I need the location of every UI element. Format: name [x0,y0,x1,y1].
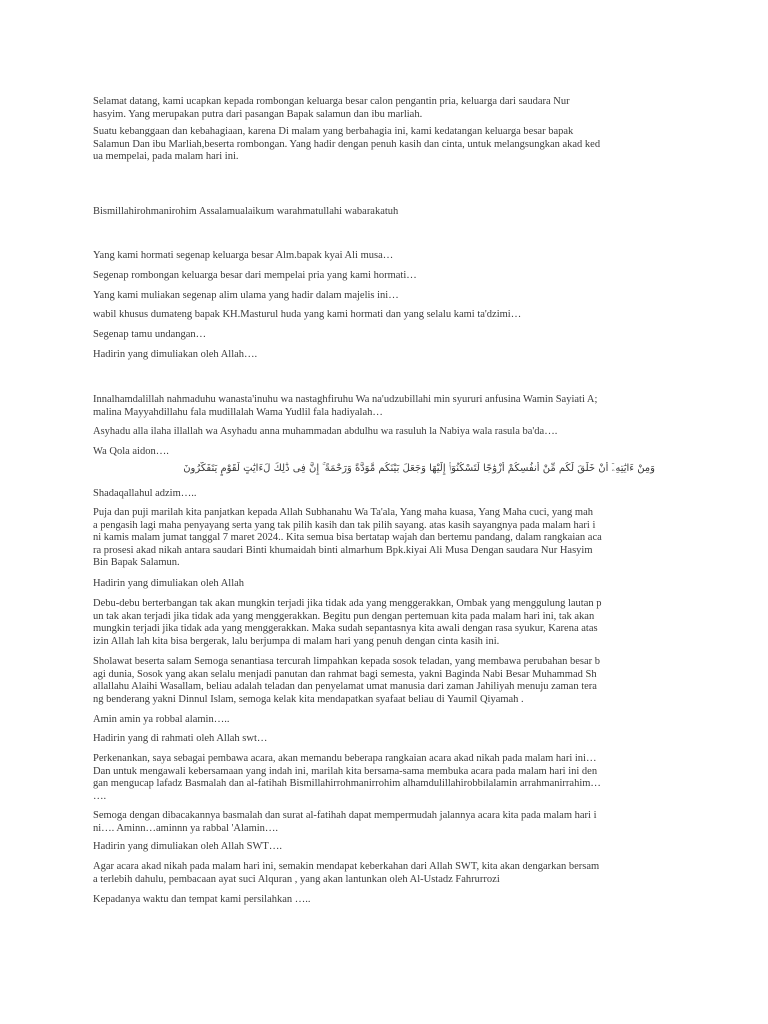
text-line: malina Mayyahdillahu fala mudillalah Wama Yudlil fala hadiyalah… [93,406,383,418]
text-line: Hadirin yang dimuliakan oleh Allah [93,578,245,589]
text-line: a terlebih dahulu, pembacaan ayat suci Alquran , yang akan lantunkan oleh Al-Ustadz Fahrurrozi [93,873,500,885]
text-line: Yang kami muliakan segenap alim ulama yang hadir dalam majelis ini… [93,290,399,301]
text-line: ua mempelai, pada malam hari ini. [93,151,239,163]
text-line: Bismillahirohmanirohim Assalamualaikum warahmatullahi wabarakatuh [93,206,399,217]
text-line: Sholawat beserta salam Semoga senantiasa tercurah limpahkan kepada sosok teladan, yang membawa perubahan besar b [93,656,601,667]
paragraph [93,894,311,907]
text-line: un tak akan terjadi jika tidak ada yang menggerakkan. Begitu pun dengan pertemuan kita pada malam hari ini, tak akan [93,610,595,622]
paragraph [93,270,417,283]
text-line: Debu-debu berterbangan tak akan mungkin terjadi jika tidak ada yang menggerakkan, Ombak yang menggulung lautan p [93,598,602,609]
text-line: Perkenankan, saya sebagai pembawa acara, akan memandu beberapa rangkaian acara akad nikah pada malam hari ini… [93,753,597,764]
paragraph [93,206,398,219]
text-line: Amin amin ya robbal alamin….. [93,714,230,725]
text-line: izin Allah lah kita bisa bergerak, lalu berjumpa di malam hari yang penuh dengan cinta kasih ini. [93,635,500,647]
paragraph [93,507,602,570]
arabic-verse: وَمِنْ ءَايَٰتِهِۦٓ أَنْ خَلَقَ لَكُم مِّنْ أَنفُسِكُمْ أَزْوَٰجًا لِّتَسْكُنُوٓا۟ إِلَيْهَا وَجَعَلَ بَيْنَكُم مَّوَدَّةً وَرَحْمَةً ۚ إِنَّ فِى ذَٰلِكَ لَءَايَٰتٍ لِّقَوْمٍ يَتَفَكَّرُونَ [183,463,655,474]
text-line: Puja dan puji marilah kita panjatkan kepada Allah Subhanahu Wa Ta'ala, Yang maha kuasa, Yang Maha cuci, yang mah [93,507,594,518]
paragraph [93,394,597,419]
text-line: a pengasih lagi maha penyayang serta yang tak pilih kasih dan tak pilih sayang. atas kasih sayangnya pada malam hari i [93,519,596,531]
paragraph [93,598,602,648]
text-line: Selamat datang, kami ucapkan kepada rombongan keluarga besar calon pengantin pria, keluarga dari saudara Nur [93,96,570,107]
text-line: gan mengucap lafadz Basmalah dan al-fatihah Bismillahirrohmanirrohim alhamdulillahirobbilalamin arrahmanirrahim… [93,778,601,790]
paragraph [93,656,600,706]
paragraph [93,349,257,362]
paragraph [93,733,267,746]
paragraph [93,329,206,342]
text-line: Suatu kebanggaan dan kebahagiaan, karena Di malam yang berbahagia ini, kami kedatangan keluarga besar bapak [93,126,574,137]
paragraph [93,578,244,591]
paragraph [93,714,229,727]
text-line: ni kamis malam jumat tanggal 7 maret 2024.. Kita semua bisa bertatap wajah dan bertemu pandang, dalam rangkaian aca [93,532,602,544]
text-line: Shadaqallahul adzim….. [93,488,197,499]
text-line: Innalhamdalillah nahmaduhu wanasta'inuhu wa nastaghfiruhu Wa na'udzubillahi min syururi anfusina Wamin Sayiati A; [93,394,598,405]
paragraph [93,250,393,263]
text-line: Hadirin yang dimuliakan oleh Allah SWT…. [93,841,282,852]
paragraph [93,488,197,501]
text-line: ra prosesi akad nikah antara saudari Binti khumaidah binti almarhum Bpk.kiyai Ali Musa Dengan saudara Nur Hasyim [93,544,593,556]
text-line: Kepadanya waktu dan tempat kami persilahkan ….. [93,894,311,905]
paragraph [93,810,597,835]
text-line: agi dunia, Sosok yang akan selalu menjadi panutan dan rahmat bagi semesta, yakni Baginda Nabi Besar Muhammad Sh [93,668,597,680]
text-line: mungkin terjadi jika tidak ada yang menggerakkan. Maka sudah sepantasnya kita awali dengan rasa syukur, Karena atas [93,623,598,635]
text-line: hasyim. Yang merupakan putra dari pasangan Bapak salamun dan ibu marliah. [93,108,423,120]
paragraph [93,96,570,121]
text-line: Wa Qola aidon…. [93,446,169,457]
paragraph [93,309,521,322]
paragraph [93,126,600,164]
text-line: Salamun Dan ibu Marliah,beserta rombongan. Yang hadir dengan penuh kasih dan cinta, untuk melangsungkan akad ked [93,138,601,150]
text-line: Bin Bapak Salamun. [93,557,180,569]
paragraph [93,753,601,803]
paragraph [93,426,557,439]
text-line: wabil khusus dumateng bapak KH.Masturul huda yang kami hormati dan yang selalu kami ta'dzimi… [93,309,522,320]
paragraph [93,290,399,303]
text-line: allallahu Alaihi Wasallam, beliau adalah teladan dan penyelamat umat manusia dari zaman Jahiliyah menuju zaman tera [93,681,597,693]
paragraph [93,861,599,886]
text-line: Asyhadu alla ilaha illallah wa Asyhadu anna muhammadan abdulhu wa rasuluh la Nabiya wala rasula ba'da…. [93,426,558,437]
text-line: Semoga dengan dibacakannya basmalah dan surat al-fatihah dapat mempermudah jalannya acara kita pada malam hari i [93,810,597,821]
text-line: ni…. Aminn…aminnn ya rabbal 'Alamin…. [93,822,279,834]
text-line: Hadirin yang di rahmati oleh Allah swt… [93,733,268,744]
text-line: Segenap rombongan keluarga besar dari mempelai pria yang kami hormati… [93,270,417,281]
text-line: Yang kami hormati segenap keluarga besar Alm.bapak kyai Ali musa… [93,250,394,261]
text-line: …. [93,790,107,802]
paragraph [93,446,169,459]
paragraph [93,841,282,854]
text-line: Hadirin yang dimuliakan oleh Allah…. [93,349,258,360]
text-line: Dan untuk mengawali kebersamaan yang indah ini, marilah kita bersama-sama membuka acara pada malam hari ini den [93,765,598,777]
text-line: Agar acara akad nikah pada malam hari ini, semakin mendapat keberkahan dari Allah SWT, kita akan dengarkan bersam [93,861,600,872]
text-line: ng benderang yakni Dinnul Islam, semoga kelak kita mendapatkan syafaat beliau di Yaumil Qiyamah . [93,693,524,705]
text-line: Segenap tamu undangan… [93,329,207,340]
